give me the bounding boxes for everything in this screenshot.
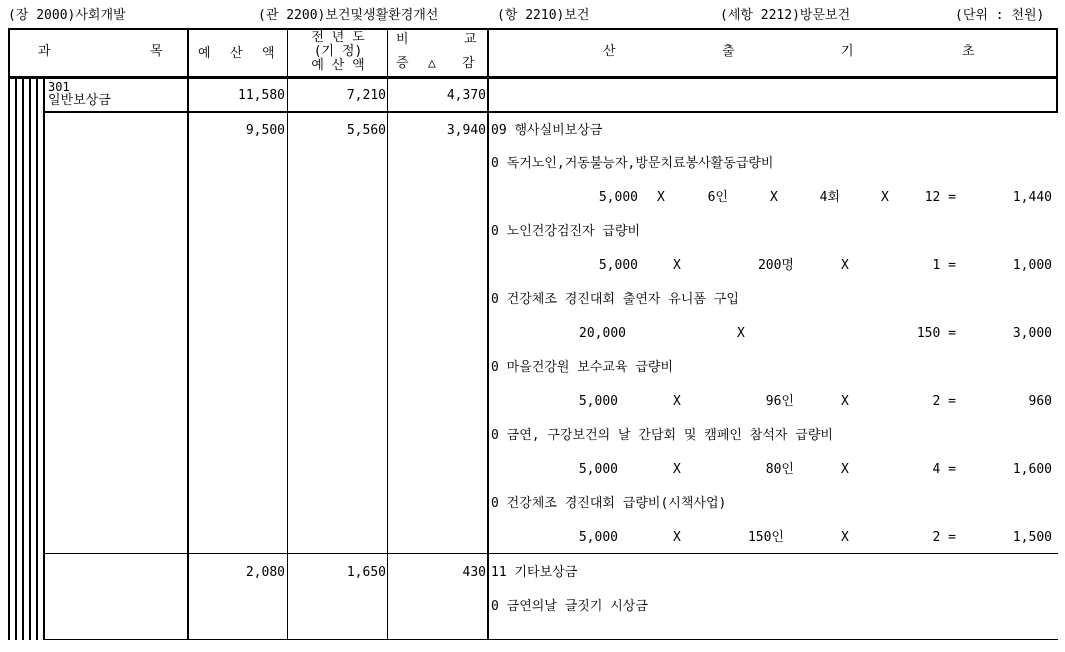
prev-budget-amount: 7,210	[346, 88, 386, 103]
section-label: (관 2200)보건및생활환경개선	[258, 8, 439, 23]
budget-amount: 2,080	[245, 565, 285, 580]
basis-item-label: 0 건강체조 경진대회 출연자 유니폼 구입	[491, 292, 739, 307]
diff-amount: 3,940	[446, 123, 486, 138]
subitem-label: (세항 2212)방문보건	[720, 8, 851, 23]
header-basis-4: 초	[962, 44, 975, 59]
basis-item-label: 0 노인건강검진자 급량비	[491, 224, 641, 239]
header-cmp-3: 증	[396, 56, 409, 71]
header-cmp-4: △	[428, 56, 436, 71]
item-label: (항 2210)보건	[497, 8, 590, 23]
header-budget-1: 예	[198, 46, 211, 61]
header-basis-2: 출	[722, 44, 735, 59]
prev-budget-amount: 5,560	[346, 123, 386, 138]
chapter-label: (장 2000)사회개발	[8, 8, 126, 23]
basis-item-label: 0 건강체조 경진대회 급량비(시책사업)	[491, 496, 727, 511]
basis-item-label: 0 금연, 구강보건의 날 간담회 및 캠페인 참석자 급량비	[491, 428, 833, 443]
header-subject-2: 목	[150, 44, 163, 59]
prev-budget-amount: 1,650	[346, 565, 386, 580]
header-budget-3: 액	[262, 46, 275, 61]
header-cmp-5: 감	[462, 56, 475, 71]
subject-code: 301	[48, 80, 70, 94]
budget-amount: 11,580	[238, 88, 285, 103]
header-cmp-1: 비	[396, 32, 409, 47]
basis-item-label: 0 마을건강원 보수교육 급량비	[491, 360, 674, 375]
header-cmp-2: 교	[464, 32, 477, 47]
basis-title: 11 기타보상금	[491, 565, 578, 580]
header-basis-3: 기	[841, 44, 854, 59]
header-budget-2: 산	[230, 46, 243, 61]
unit-label: (단위 : 천원)	[955, 8, 1045, 23]
header-prev-line1: 전 년 도	[311, 30, 365, 45]
header-prev-line2: (기 정)	[313, 44, 363, 59]
budget-amount: 9,500	[245, 123, 285, 138]
basis-title: 09 행사실비보상금	[491, 123, 603, 138]
diff-amount: 430	[462, 565, 486, 580]
basis-item-label: 0 금연의날 글짓기 시상금	[491, 599, 648, 614]
header-basis-1: 산	[603, 44, 616, 59]
diff-amount: 4,370	[446, 88, 486, 103]
header-prev-line3: 예 산 액	[311, 58, 365, 73]
subject-name: 일반보상금	[48, 93, 111, 108]
basis-item-label: 0 독거노인,거동불능자,방문치료봉사활동급량비	[491, 156, 774, 171]
header-subject-1: 과	[38, 44, 51, 59]
